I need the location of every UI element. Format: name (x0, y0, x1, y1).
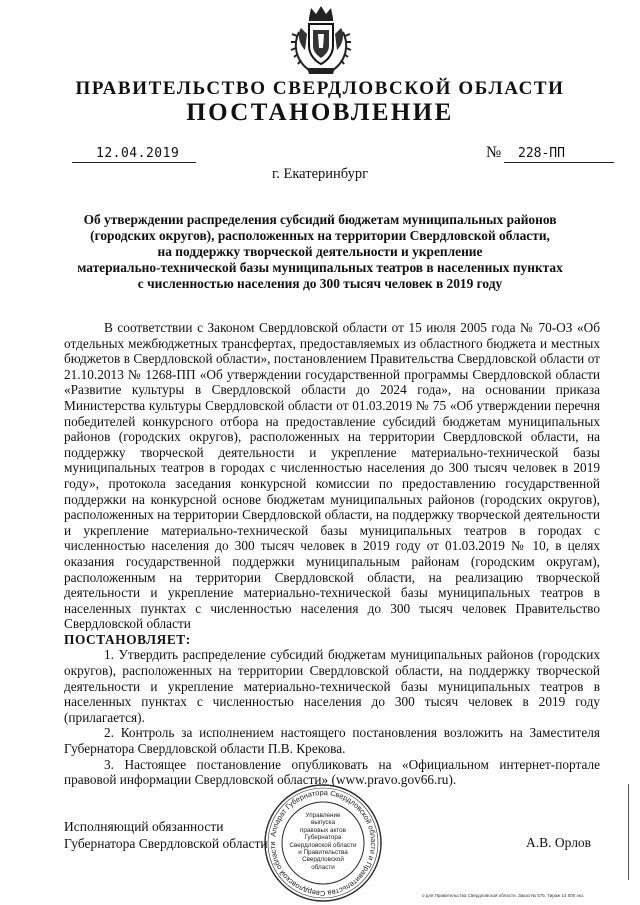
item-paragraph: 2. Контроль за исполнением настоящего постановления возложить на Заместителя Губернатора Свердловской области П.В. Крекова. (64, 725, 600, 757)
preamble-paragraph: В соответствии с Законом Свердловской области от 15 июля 2005 года № 70-ОЗ «Об отдельных межбюджетных трансфертах, предоставляемых из областного бюджета и местных бюджетов в Свердловской области», постановлением Правительства Свердловской области от 21.10.2013 № 1268-ПП «Об утверждении государственной программы Свердловской области «Развитие культуры в Свердловской области до 2024 года», на основании приказа Министерства культуры Свердловской области от 01.03.2019 № 75 «Об утверждении перечня победителей конкурсного отбора на предоставление субсидий бюджетам муниципальных районов (городских округов), расположенных на территории Свердловской области, на поддержку творческой деятельности и укрепление материально-технической базы муниципальных театров в городах с численностью населения до 300 тысяч человек в 2019 году», протокола заседания конкурсной комиссии по предоставлению государственной поддержки на конкурсной основе бюджетам муниципальных районов (городских округов), расположенных на территории Свердловской области, на поддержку творческой деятельности и укрепление материально-технической базы муниципальных театров в городах с численностью населения до 300 тысяч человек в 2019 году от 01.03.2019 № 10, в целях оказания государственной поддержки муниципальным районам (городским округам), расположенным на территории Свердловской области, на реализацию творческой деятельности и укрепление материально-технической базы муниципальных театров в населенных пунктах с численностью населения до 300 тысяч человек Правительство Свердловской области (64, 320, 600, 632)
document-number: 228-ПП (504, 146, 614, 163)
stamp-line: области (311, 863, 335, 871)
title-line: Об утверждении распределения субсидий бюджетам муниципальных районов (83, 212, 557, 227)
title-line: материально-технической базы муниципальных театров в населенных пунктах (77, 260, 563, 275)
stamp-line: правовых актов (300, 826, 346, 834)
document-body (64, 320, 600, 788)
city: г. Екатеринбург (271, 166, 369, 182)
resolves-keyword: ПОСТАНОВЛЯЕТ: (64, 631, 191, 647)
stamp-line: Свердловской области (289, 841, 357, 849)
stamp-line: Свердловской (302, 856, 344, 864)
signatory-name: А.В. Орлов (526, 835, 592, 850)
document-date: 12.04.2019 (72, 146, 196, 163)
document-title (60, 212, 580, 292)
stamp-line: выпуска (311, 819, 335, 827)
title-line: на поддержку творческой деятельности и укрепление (157, 244, 483, 259)
stamp-center-text (262, 812, 384, 871)
stamp-line: Губернатора (304, 834, 342, 842)
scan-edge-line (628, 784, 629, 880)
title-line: с численностью населения до 300 тысяч человек в 2019 году (137, 276, 503, 291)
item-paragraph: 1. Утвердить распределение субсидий бюджетам муниципальных районов (городских округов), расположенных на территории Свердловской области, на поддержку творческой деятельности и укрепление материально-технической базы муниципальных театров в населенных пунктах с численностью населения до 300 тысяч человек в 2019 году (прилагается). (64, 647, 600, 725)
number-label: № (486, 144, 502, 161)
official-stamp (262, 782, 384, 904)
stamp-ring-text: Аппарат Губернатора Свердловской области и Правительства Свердловской области (267, 787, 379, 899)
stamp-line: и Правительства (298, 849, 348, 857)
title-line: (городских округов), расположенных на территории Свердловской области, (90, 228, 550, 243)
stamp-line: Управление (305, 812, 341, 819)
item-paragraph: 3. Настоящее постановление опубликовать на «Официальном интернет-портале правовой информации Свердловской области» (www.pravo.gov66.ru). (64, 756, 600, 788)
print-footnote: о для Правительства Свердловской области. Заказ № 575. Тираж 14 000 экз. (422, 893, 585, 898)
coat-of-arms-emblem (289, 4, 353, 76)
signatory-role (64, 818, 268, 852)
government-name: ПРАВИТЕЛЬСТВО СВЕРДЛОВСКОЙ ОБЛАСТИ (75, 78, 565, 99)
signatory-role-line: Губернатора Свердловской области (64, 836, 268, 851)
document-type: ПОСТАНОВЛЕНИЕ (186, 99, 454, 126)
signatory-role-line: Исполняющий обязанности (64, 819, 224, 834)
